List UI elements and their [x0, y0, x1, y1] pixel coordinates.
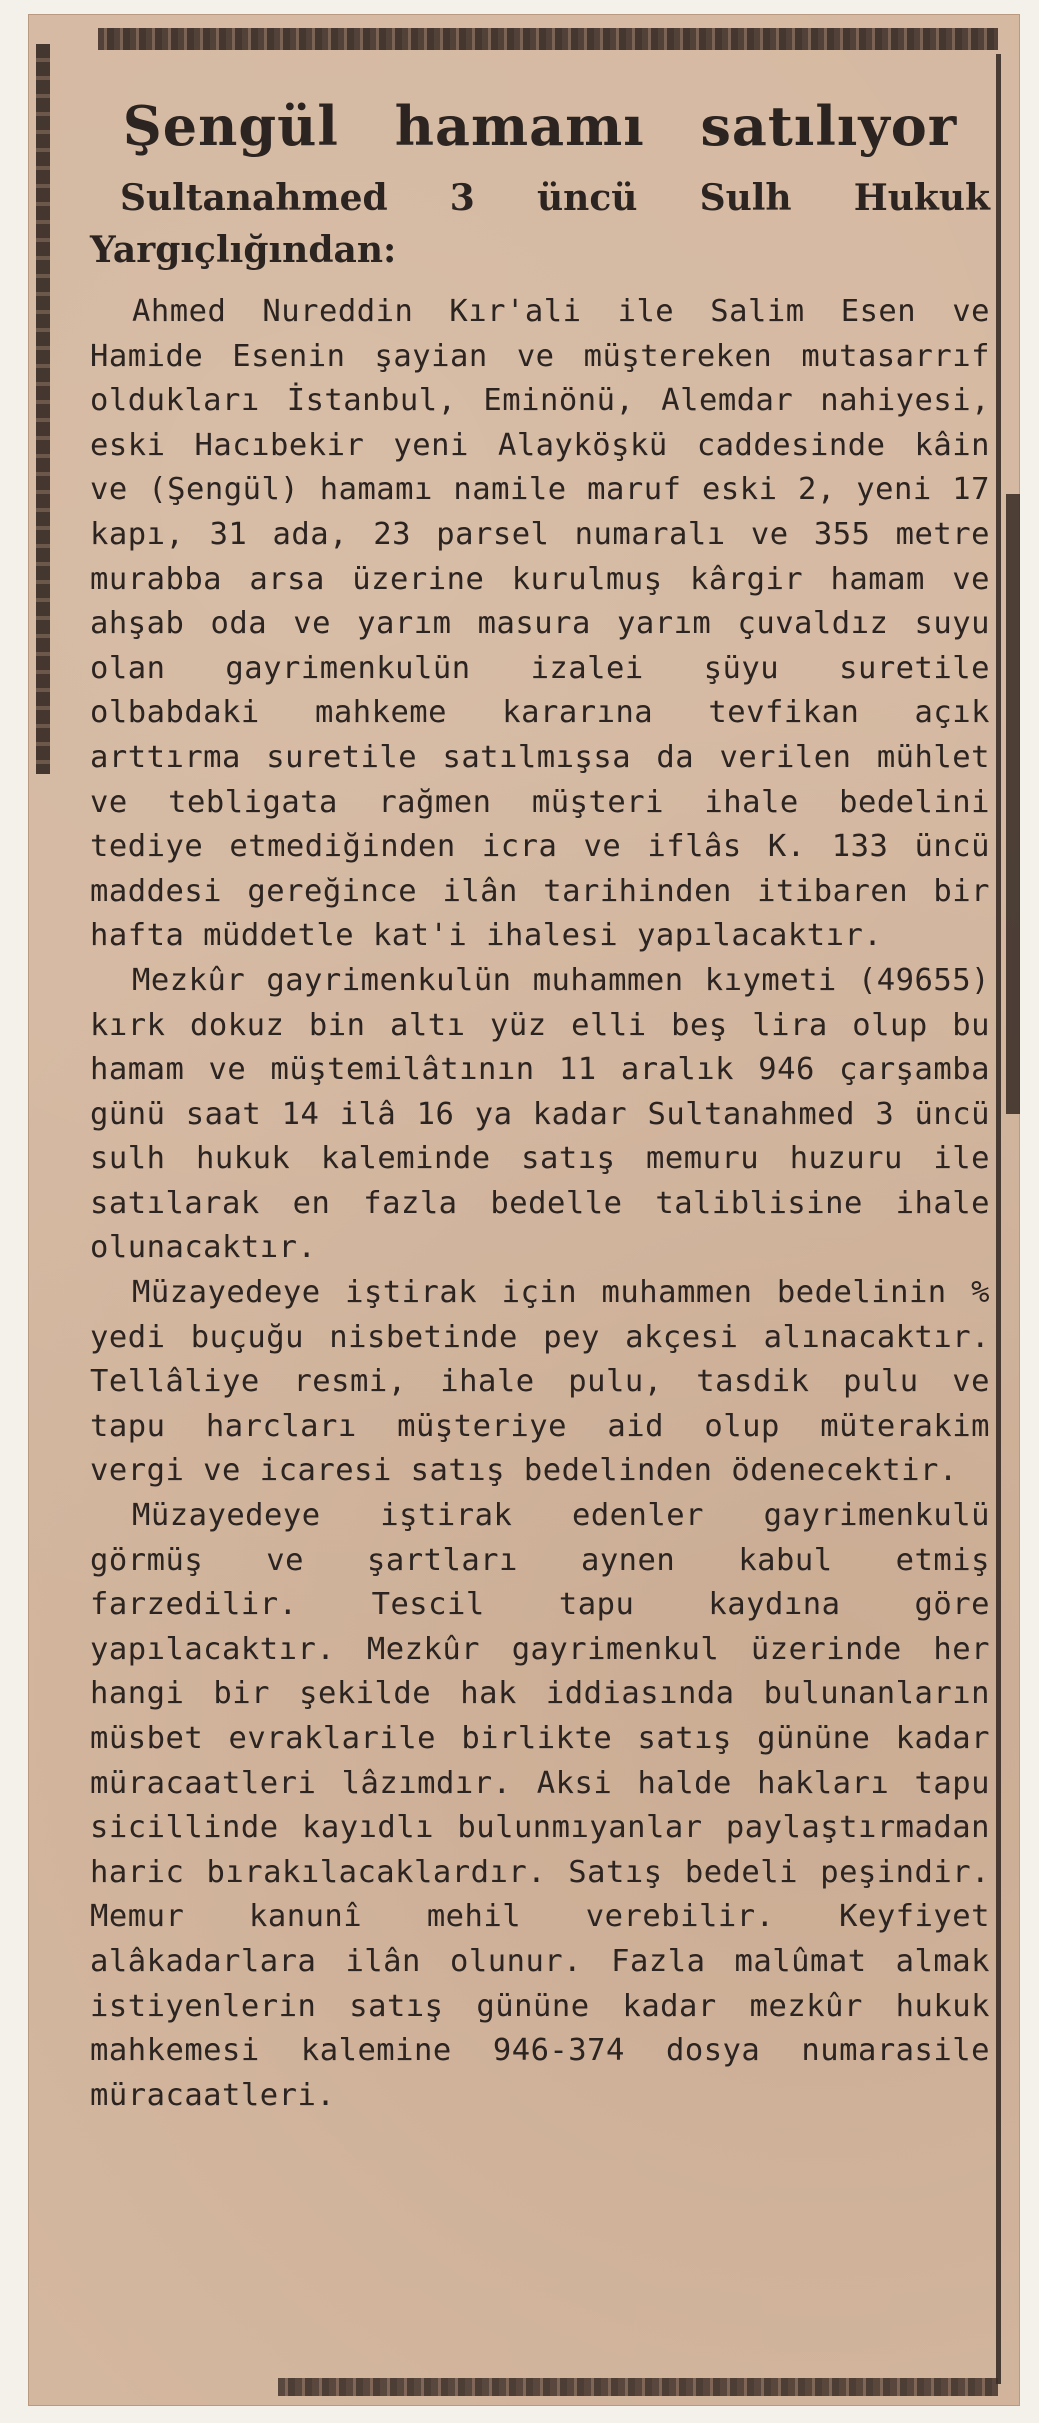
article-headline: Şengül hamamı satılıyor: [122, 94, 958, 158]
top-ornament-rule: [98, 28, 998, 50]
right-torn-edge: [1006, 494, 1020, 1114]
paragraph-4: Müzayedeye iştirak edenler gayrimenkulü görmüş ve şartları aynen kabul etmiş farzedilir. Tescil tapu kaydına göre yapılacaktır. Mezkûr gayrimenkul üzerinde her hangi bir şekilde hak iddiasında bulunanların müsbet evraklarile birlikte satış gününe kadar müracaatleri lâzımdır. Aksi halde hakları tapu sicillinde kayıdlı bulunmıyanlar paylaştırmadan haric bırakılacaklardır. Satış bedeli peşindir. Memur kanunî mehil verebilir. Keyfiyet alâkadarlara ilân olunur. Fazla malûmat almak istiyenlerin satış gününe kadar mezkûr hukuk mahkemesi kalemine 946-374 dosya numarasile müracaatleri.: [90, 1498, 990, 2113]
article: [90, 72, 990, 2118]
paragraph-1: Ahmed Nureddin Kır'ali ile Salim Esen ve Hamide Esenin şayian ve müştereken mutasarrıf oldukları İstanbul, Eminönü, Alemdar nahiyesi, eski Hacıbekir yeni Alayköşkü caddesinde kâin ve (Şengül) hamamı namile maruf eski 2, yeni 17 kapı, 31 ada, 23 parsel numaralı ve 355 metre murabba arsa üzerine kurulmuş kârgir hamam ve ahşab oda ve yarım masura yarım çuvaldız suyu olan gayrimenkulün izalei şüyu suretile olbabdaki mahkeme kararına tevfikan açık arttırma suretile satılmışsa da verilen mühlet ve tebligata rağmen müşteri ihale bedelini tediye etmediğinden icra ve iflâs K. 133 üncü maddesi gereğince ilân tarihinden itibaren bir hafta müddetle kat'i ihalesi yapılacaktır.: [90, 294, 990, 954]
article-subhead: Sultanahmed 3 üncü Sulh Hukuk Yargıçlığından:: [90, 177, 990, 271]
paragraph-2: Mezkûr gayrimenkulün muhammen kıymeti (49655) kırk dokuz bin altı yüz elli beş lira olup bu hamam ve müştemilâtının 11 aralık 946 çarşamba günü saat 14 ilâ 16 ya kadar Sultanahmed 3 üncü sulh hukuk kaleminde satış memuru huzuru ile satılarak en fazla bedelle taliblisine ihale olunacaktır.: [90, 962, 990, 1266]
newspaper-clipping: [28, 14, 1020, 2406]
paragraph-3: Müzayedeye iştirak için muhammen bedelinin % yedi buçuğu nisbetinde pey akçesi alınacaktır. Tellâliye resmi, ihale pulu, tasdik pulu ve tapu harcları müşteriye aid olup müterakim vergi ve icaresi satış bedelinden ödenecektir.: [90, 1275, 990, 1489]
bottom-ornament-rule: [278, 2378, 998, 2396]
left-column-rule: [36, 44, 50, 774]
article-body: [90, 290, 990, 2118]
column-divider: [996, 54, 1001, 2384]
